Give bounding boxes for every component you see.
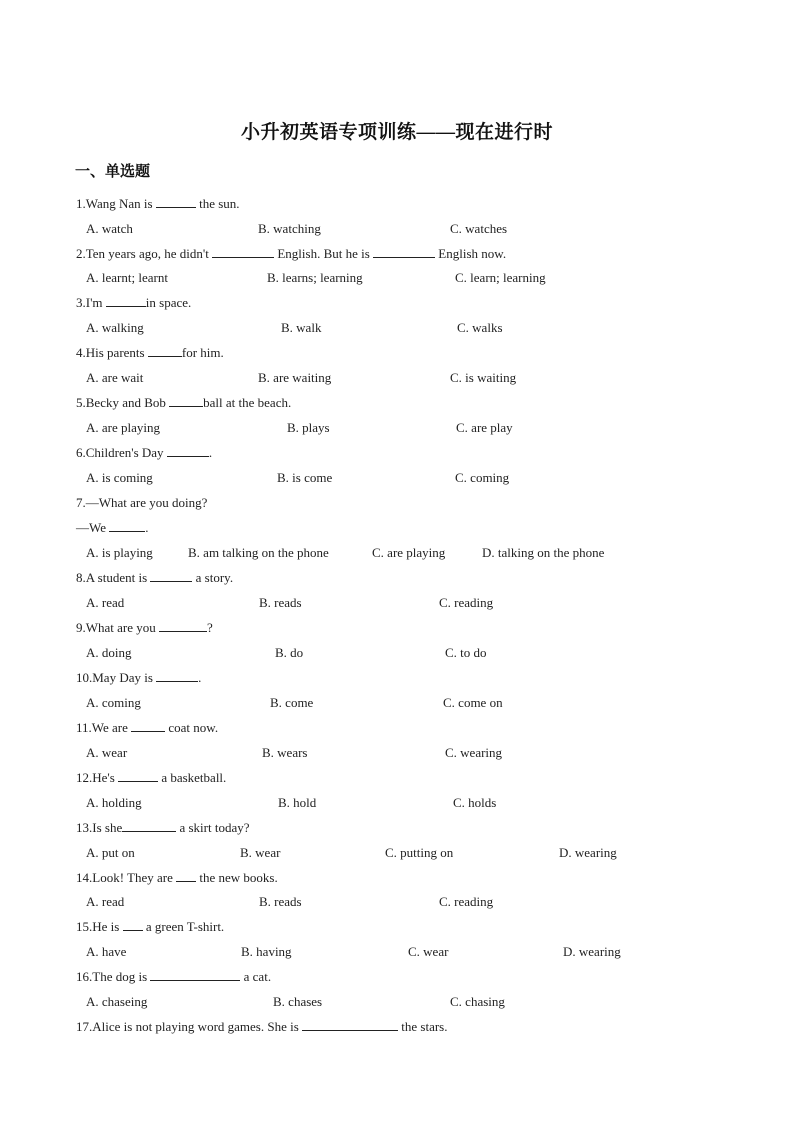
section-heading: 一、单选题 [75,164,151,180]
option-a[interactable]: A. coming [86,695,141,710]
option-b[interactable]: B. plays [287,420,330,435]
answer-blank[interactable] [373,247,435,258]
answer-blank[interactable] [302,1020,398,1031]
option-c[interactable]: C. putting on [385,845,454,860]
option-b[interactable]: B. reads [259,894,302,909]
answer-blank[interactable] [118,771,158,782]
option-c[interactable]: C. are playing [372,545,446,560]
option-a[interactable]: A. are playing [86,420,161,435]
option-a[interactable]: A. holding [86,795,142,810]
option-b[interactable]: B. is come [277,470,333,485]
answer-blank[interactable] [176,871,196,882]
option-a[interactable]: A. read [86,595,125,610]
option-c[interactable]: C. to do [445,645,487,660]
option-d[interactable]: D. talking on the phone [482,545,605,560]
option-a[interactable]: A. doing [86,645,132,660]
answer-blank[interactable] [156,671,198,682]
option-a[interactable]: A. is playing [86,545,153,560]
option-c[interactable]: C. is waiting [450,370,517,385]
question-16: 16.The dog is a cat. [76,969,272,984]
option-b[interactable]: B. chases [273,994,323,1009]
option-c[interactable]: C. reading [439,595,494,610]
option-b[interactable]: B. learns; learning [267,270,363,285]
question-8: 8.A student is a story. [76,570,234,585]
option-c[interactable]: C. chasing [450,994,505,1009]
answer-blank[interactable] [159,621,207,632]
option-b[interactable]: B. am talking on the phone [188,545,329,560]
option-c[interactable]: C. are play [456,420,513,435]
question-5: 5.Becky and Bob ball at the beach. [76,395,292,410]
question-7: 7.—What are you doing? [76,495,208,510]
option-b[interactable]: B. hold [278,795,317,810]
option-a[interactable]: A. learnt; learnt [86,270,168,285]
question-9: 9.What are you ? [76,620,213,635]
option-a[interactable]: A. walking [86,320,144,335]
answer-blank[interactable] [150,970,240,981]
question-10: 10.May Day is . [76,670,202,685]
answer-blank[interactable] [122,821,176,832]
option-c[interactable]: C. coming [455,470,510,485]
question-11: 11.We are coat now. [76,720,219,735]
question-3: 3.I'm in space. [76,295,192,310]
option-b[interactable]: B. come [270,695,314,710]
answer-blank[interactable] [156,197,196,208]
option-b[interactable]: B. wears [262,745,308,760]
answer-blank[interactable] [167,446,209,457]
option-a[interactable]: A. put on [86,845,135,860]
option-a[interactable]: A. read [86,894,125,909]
option-b[interactable]: B. reads [259,595,302,610]
option-a[interactable]: A. chaseing [86,994,148,1009]
option-a[interactable]: A. watch [86,221,133,236]
option-a[interactable]: A. have [86,944,127,959]
option-b[interactable]: B. watching [258,221,321,236]
answer-blank[interactable] [148,346,182,357]
option-d[interactable]: D. wearing [563,944,621,959]
option-a[interactable]: A. is coming [86,470,153,485]
option-a[interactable]: A. wear [86,745,128,760]
question-12: 12.He's a basketball. [76,770,227,785]
answer-blank[interactable] [123,920,143,931]
question-15: 15.He is a green T-shirt. [76,919,225,934]
option-c[interactable]: C. wearing [445,745,503,760]
question-17: 17.Alice is not playing word games. She is the stars. [76,1019,448,1034]
option-b[interactable]: B. are waiting [258,370,332,385]
answer-blank[interactable] [109,521,145,532]
question-13: 13.Is she a skirt today? [76,820,250,835]
answer-blank[interactable] [169,396,203,407]
option-c[interactable]: C. holds [453,795,497,810]
question-1: 1.Wang Nan is the sun. [76,196,240,211]
option-a[interactable]: A. are wait [86,370,144,385]
answer-blank[interactable] [150,571,192,582]
question-4: 4.His parents for him. [76,345,224,360]
option-c[interactable]: C. wear [408,944,449,959]
option-c[interactable]: C. come on [443,695,503,710]
option-c[interactable]: C. watches [450,221,508,236]
question-6: 6.Children's Day . [76,445,213,460]
answer-blank[interactable] [106,296,146,307]
option-d[interactable]: D. wearing [559,845,617,860]
answer-blank[interactable] [212,247,274,258]
option-b[interactable]: B. wear [240,845,281,860]
answer-blank[interactable] [131,721,165,732]
option-b[interactable]: B. do [275,645,304,660]
option-c[interactable]: C. learn; learning [455,270,546,285]
page-title: 小升初英语专项训练——现在进行时 [240,122,553,143]
option-b[interactable]: B. walk [281,320,322,335]
option-c[interactable]: C. reading [439,894,494,909]
question-2: 2.Ten years ago, he didn't English. But he is English now. [76,246,507,261]
question-7-reply: —We . [76,520,149,535]
option-b[interactable]: B. having [241,944,292,959]
option-c[interactable]: C. walks [457,320,503,335]
question-14: 14.Look! They are the new books. [76,870,278,885]
